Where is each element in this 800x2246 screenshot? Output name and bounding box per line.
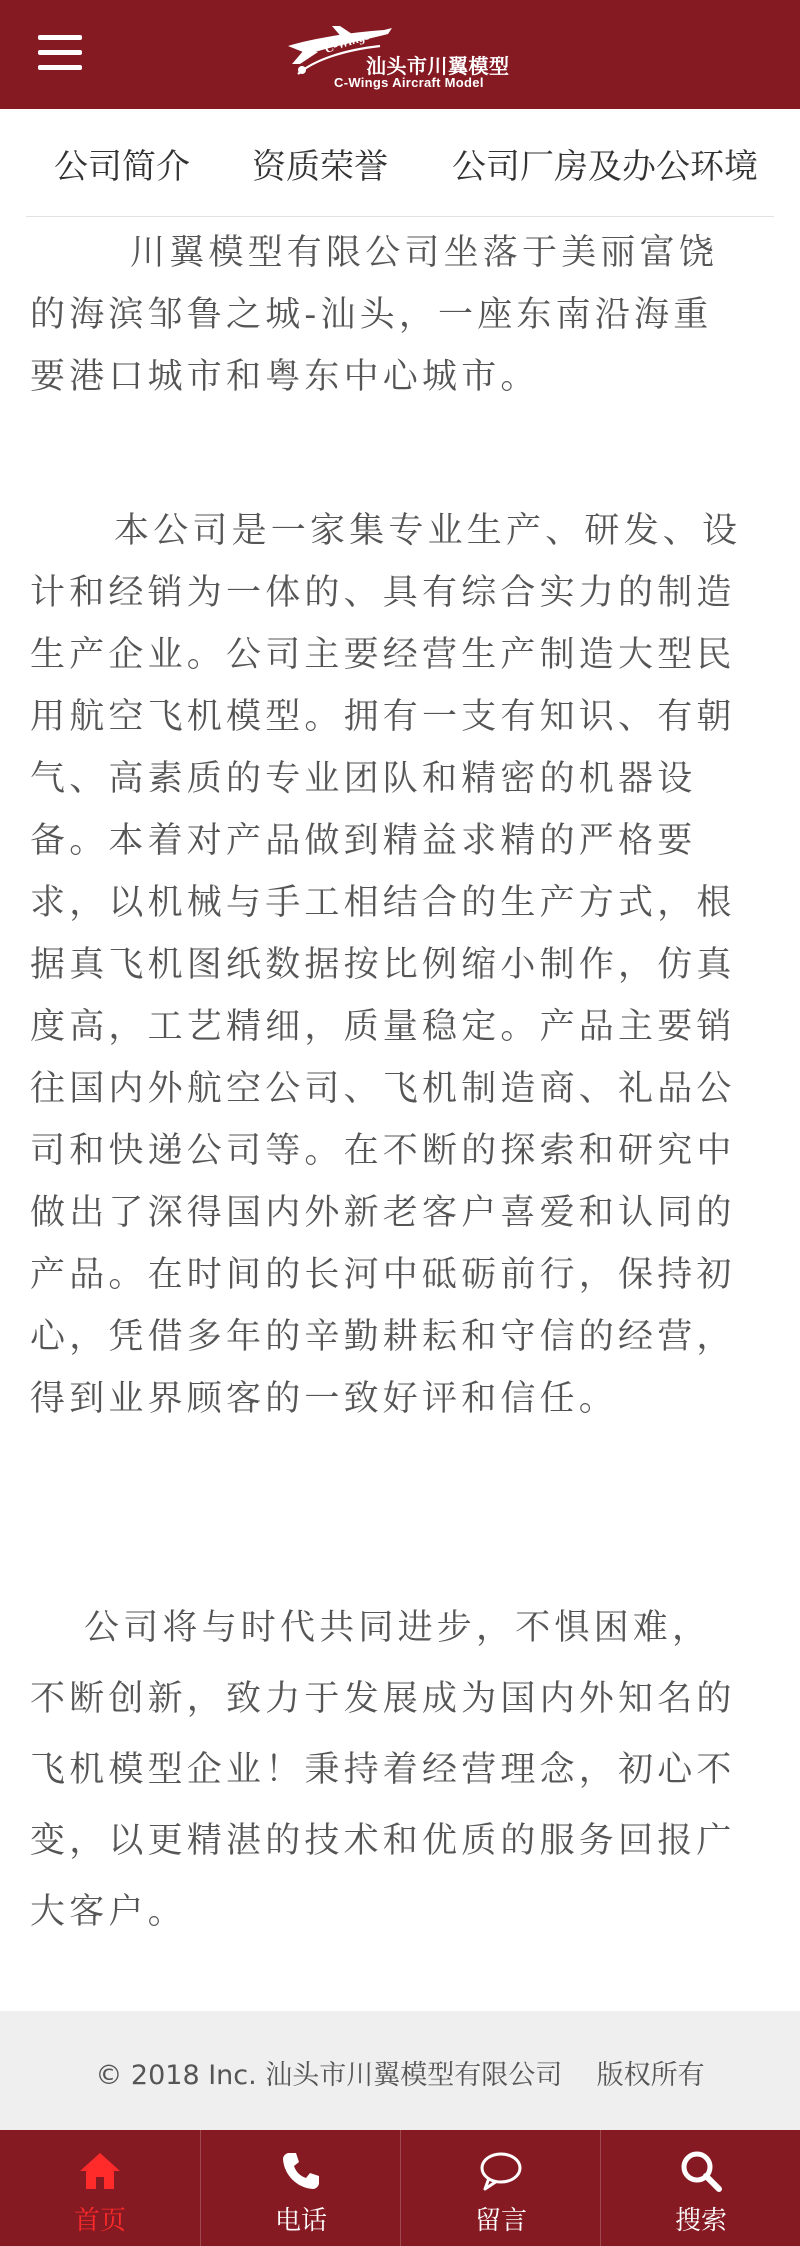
section-tabs: [0, 109, 800, 217]
nav-message[interactable]: [400, 2130, 600, 2246]
site-footer: [0, 2011, 800, 2130]
logo-mark-text: C-Wings: [322, 27, 372, 56]
site-logo[interactable]: [284, 24, 524, 90]
nav-home[interactable]: [0, 2130, 200, 2246]
tab-factory-office[interactable]: 公司厂房及办公环境: [452, 147, 758, 187]
nav-phone[interactable]: [200, 2130, 400, 2246]
tab-qualifications[interactable]: 资质荣誉: [252, 147, 388, 187]
intro-paragraph-1: 川翼模型有限公司坐落于美丽富饶的海滨邹鲁之城-汕头，一座东南沿海重要港口城市和粤东中心城市。: [30, 233, 719, 397]
site-header: [0, 0, 800, 109]
hamburger-menu-icon[interactable]: [38, 35, 82, 71]
search-icon: [679, 2149, 723, 2193]
bottom-nav: [0, 2130, 800, 2246]
phone-icon: [279, 2149, 323, 2193]
home-icon: [78, 2149, 122, 2193]
intro-paragraph-3: 公司将与时代共同进步，不惧困难，不断创新，致力于发展成为国内外知名的飞机模型企业！秉持着经营理念，初心不变，以更精湛的技术和优质的服务回报广大客户。: [30, 1608, 736, 1932]
copyright-text: © 2018 Inc. 汕头市川翼模型有限公司 版权所有: [95, 2060, 705, 2091]
nav-message-label: 留言: [474, 2206, 527, 2236]
chat-bubble-icon: [479, 2149, 523, 2193]
nav-home-label: 首页: [73, 2206, 126, 2236]
tab-company-profile[interactable]: 公司简介: [54, 147, 190, 187]
intro-paragraph-2: 本公司是一家集专业生产、研发、设计和经销为一体的、具有综合实力的制造生产企业。公司主要经营生产制造大型民用航空飞机模型。拥有一支有知识、有朝气、高素质的专业团队和精密的机器设备。本着对产品做到精益求精的严格要求，以机械与手工相结合的生产方式，根据真飞机图纸数据按比例缩小制作，仿真度高，工艺精细，质量稳定。产品主要销往国内外航空公司、飞机制造商、礼品公司和快递公司等。在不断的探索和研究中做出了深得国内外新老客户喜爱和认同的产品。在时间的长河中砥砺前行，保持初心，凭借多年的辛勤耕耘和守信的经营，得到业界顾客的一致好评和信任。: [30, 511, 742, 1419]
tab-divider: [26, 216, 774, 217]
nav-search-label: 搜索: [674, 2206, 727, 2236]
nav-search[interactable]: [600, 2130, 800, 2246]
logo-english-name: C-Wings Aircraft Model: [334, 75, 484, 90]
nav-phone-label: 电话: [274, 2206, 327, 2236]
logo-chinese-name: 汕头市川翼模型: [366, 54, 510, 78]
